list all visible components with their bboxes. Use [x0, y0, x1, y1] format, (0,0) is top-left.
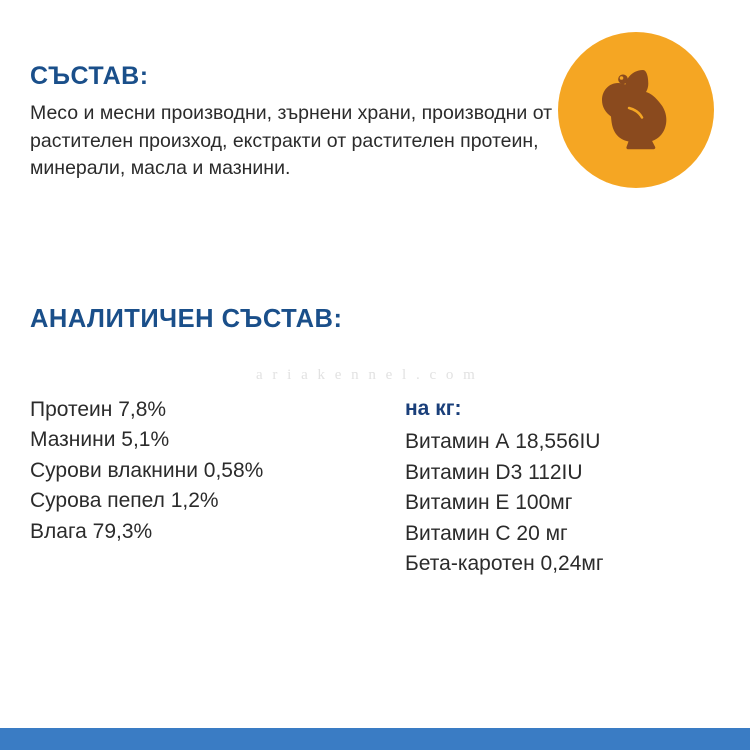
analytical-section	[30, 305, 720, 334]
composition-heading: СЪСТАВ:	[30, 62, 149, 90]
list-item: Бета-каротен 0,24мг	[405, 552, 604, 576]
analysis-columns	[30, 395, 730, 580]
composition-section	[30, 62, 560, 183]
list-item: Сурови влакнини 0,58%	[30, 458, 264, 482]
bottom-accent-bar	[0, 728, 750, 750]
list-item: Витамин Е 100мг	[405, 491, 573, 515]
chicken-badge	[558, 32, 714, 188]
chicken-icon	[593, 64, 679, 156]
analysis-left-column	[30, 395, 405, 580]
list-item: Витамин С 20 мг	[405, 521, 568, 545]
list-item: Протеин 7,8%	[30, 398, 167, 421]
list-item: Мазнини 5,1%	[30, 428, 170, 452]
per-kg-title: на кг:	[405, 397, 462, 420]
list-item: Витамин D3 112IU	[405, 460, 583, 484]
watermark-text: a r i a k e n n e l . c o m	[256, 367, 478, 383]
composition-body: Месо и месни производни, зърнени храни, производни от растителен произход, екстракти от растителен протеин, минерали, масла и мазнини.	[30, 102, 553, 180]
analysis-right-column	[405, 395, 725, 580]
analytical-heading: АНАЛИТИЧЕН СЪСТАВ:	[30, 305, 343, 333]
list-item: Сурова пепел 1,2%	[30, 489, 219, 513]
list-item: Витамин А 18,556IU	[405, 430, 601, 454]
list-item: Влага 79,3%	[30, 519, 153, 543]
